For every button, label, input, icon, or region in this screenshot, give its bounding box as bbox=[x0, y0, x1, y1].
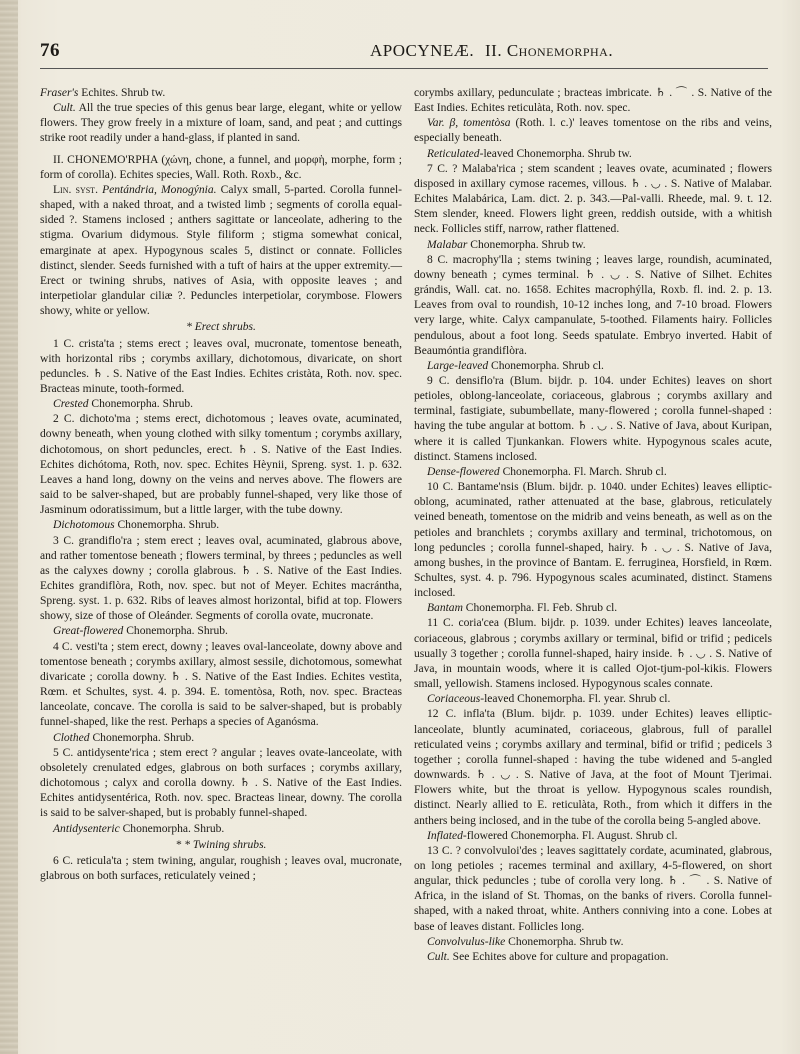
species-entry: 5 C. antidysente'rica ; stem erect ? angular ; leaves ovate-lanceolate, with obsoletely crenulated edges, glabrous on both surfaces ; corymbs axillary, dichotomous ; calyx and corolla downy. ♄ . S. Native of the East Indies. Echites antidysentérica, Roth. nov. spec. Bracteas linear, downy. The corolla is said to be salver-shaped, but is probably funnel-shaped. bbox=[40, 746, 402, 820]
species-entry: 13 C. ? convolvuloi'des ; leaves sagittately cordate, acuminated, glabrous, on long petioles ; racemes terminal and axillary, 4-5-flowered, on short angular, thick peduncles ; tube of corolla very long. ♄ . ⌒ . S. Native of Africa, in the island of St. Thomas, on the banks of rivers. Corolla funnel-shaped, with a naked throat, white. Anthers conniving into a cone. Lobes at base of leaves distant. Follicles long. bbox=[414, 844, 772, 933]
species-entry: 6 C. reticula'ta ; stem twining, angular, roughish ; leaves oval, mucronate, glabrous on both surfaces, reticulately veined ; bbox=[40, 854, 402, 882]
common-name: Great-flowered Chonemorpha. Shrub. bbox=[53, 625, 228, 638]
species-entry: 10 C. Bantame'nsis (Blum. bijdr. p. 1040. under Echites) leaves elliptic-oblong, acuminated, rather attenuated at the base, glabrous, reticulately veined beneath, tomentose on the midrib and veins beneath, as well as on the petioles and branchlets ; corymbs axillary and terminal, trichotomous, on long peduncles ; corolla funnel-shaped, hairy. ♄ . ◡ . S. Native of Java, among bushes, in the province of Bantam. E. ferruginea, Horsfield, in Rœm. Schultes, syst. 4. p. 796. Hypogynous scales acuminated, distinct. Stamens inclosed. bbox=[414, 481, 772, 600]
left-column bbox=[40, 86, 402, 884]
species-entry: 2 C. dichoto'ma ; stems erect, dichotomous ; leaves ovate, acuminated, downy beneath, when young clothed with silky tomentum ; corymbs axillary, dichotomous, on short peduncles, erect. ♄ . S. Native of the East Indies. Echites dichótoma, Roth, nov. spec. Echites Hèynii, Spreng. syst. 1. p. 632. Leaves a hand long, downy on the veins and nerves above. The flowers are said to be salver-shaped, but are probably funnel-shaped, very like those of Jasminum odoratissimum, but a little larger, with the tube downy. bbox=[40, 413, 402, 517]
species-entry: 7 C. ? Malaba'rica ; stem scandent ; leaves ovate, acuminated ; flowers disposed in axillary cymose racemes, villous. ♄ . ◡ . S. Native of Malabar. Echites Malabárica, Lam. dict. 2. p. 343.—Pal-valli. Rheede, mal. 9. t. 12. Stem slender, kneed. Flowers light green, reddish outside, with a whitish neck. Follicles stiff, narrow, rather flattened. bbox=[414, 162, 772, 236]
page-number: 76 bbox=[40, 40, 60, 61]
variety: Var. β, tomentòsa (Roth. l. c.)' leaves tomentose on the ribs and veins, especially beneath. bbox=[414, 117, 772, 145]
paragraph: Lin. syst. Pentándria, Monogýnia. Calyx small, 5-parted. Corolla funnel-shaped, with a naked throat, and a twisted limb ; segments of corolla equal-sided ?. Stamens inclosed ; anthers sagittate or lanceolate, adhering to the stigma. Ovarium didymous. Style filiform ; stigma somewhat conical, emarginate at apex. Hypogynous scales 5, distinct or connate. Follicles distinct, slender. Seeds furnished with a tuft of hairs at the upper extremity.—Erect or twining shrubs, natives of Asia, with opposite leaves ; and interpetiolar glandular ciliæ ?. Peduncles interpetiolar, corymbose. Flowers showy, white or yellow. bbox=[40, 183, 402, 318]
species-entry: 8 C. macrophy'lla ; stems twining ; leaves large, roundish, acuminated, downy beneath ; cymes terminal. ♄ . ◡ . S. Native of Silhet. Echites grándis, Wall. cat. no. 1658. Echites macrophýlla, Roxb. fl. ind. 2. p. 13. Leaves from oval to roundish, 10-12 inches long, and 7-10 broad. Flowers very large, white. Calyx campanulate, 5-toothed. Filaments hairy. Follicles pendulous, about a foot long. Seeds spatulate. Embryo inverted. Habit of Beaumóntia grandiflòra. bbox=[414, 253, 772, 357]
common-name: Large-leaved Chonemorpha. Shrub cl. bbox=[427, 359, 604, 372]
common-name: Clothed Chonemorpha. Shrub. bbox=[53, 731, 195, 744]
species-entry-continued: corymbs axillary, pedunculate ; bracteas imbricate. ♄ . ⌒ . S. Native of the East Indies. Echites reticulàta, Roth. nov. spec. bbox=[414, 87, 772, 115]
common-name: Dichotomous Chonemorpha. Shrub. bbox=[53, 519, 220, 532]
common-name: Convolvulus-like Chonemorpha. Shrub tw. bbox=[427, 935, 624, 948]
subsection-heading: * Erect shrubs. bbox=[186, 321, 256, 334]
common-name: Coriaceous-leaved Chonemorpha. Fl. year. Shrub cl. bbox=[427, 693, 671, 706]
header-rule bbox=[40, 68, 768, 69]
common-name: Bantam Chonemorpha. Fl. Feb. Shrub cl. bbox=[427, 602, 618, 615]
common-name: Malabar Chonemorpha. Shrub tw. bbox=[427, 238, 586, 251]
right-column bbox=[414, 86, 772, 965]
common-name: Inflated-flowered Chonemorpha. Fl. August. Shrub cl. bbox=[427, 829, 678, 842]
common-name: Crested Chonemorpha. Shrub. bbox=[53, 398, 194, 411]
species-entry: 3 C. grandiflo'ra ; stem erect ; leaves oval, acuminated, glabrous above, and rather tomentose beneath ; flowers terminal, by threes ; peduncles as well as the calyxes downy ; corolla glabrous. ♄ . S. Native of the East Indies. Echites grandiflòra, Roth, nov. spec. but not of Meyer. Echites macrántha, Spreng. syst. 1. p. 632. Ribs of leaves almost horizontal, bifid at top. Flowers showy, size of those of Oleánder. Segments of corolla ovate, mucronate. bbox=[40, 534, 402, 623]
paragraph: Fraser's Echites. Shrub tw. bbox=[40, 87, 166, 99]
common-name: Reticulated-leaved Chonemorpha. Shrub tw. bbox=[427, 147, 632, 160]
common-name: Antidysenteric Chonemorpha. Shrub. bbox=[53, 822, 225, 835]
subsection-heading: * * Twining shrubs. bbox=[175, 838, 267, 851]
common-name: Dense-flowered Chonemorpha. Fl. March. Shrub cl. bbox=[427, 465, 667, 478]
species-entry: 11 C. coria'cea (Blum. bijdr. p. 1039. under Echites) leaves lanceolate, coriaceous, glabrous ; corymbs axillary or terminal, bifid or trifid ; pedicels usually 3 together ; corolla funnel-shaped, hairy inside. ♄ . ◡ . S. Native of Java, in mountain woods, where it is called Ojot-tjum-pol-kikis. Flowers small, yellowish. Stamens inclosed. Hypogynous scales connate. bbox=[414, 617, 772, 691]
genus-heading: II. CHONEMO'RPHA (χώνη, chone, a funnel, and μορφὴ, morphe, form ; form of corolla). Echites species, Wall. Roth. Roxb., &c. bbox=[40, 153, 402, 181]
culture-note: Cult. See Echites above for culture and propagation. bbox=[427, 950, 669, 963]
species-entry: 4 C. vesti'ta ; stem erect, downy ; leaves oval-lanceolate, downy above and tomentose beneath ; corymbs axillary, almost sessile, dichotomous, somewhat divaricate ; corolla downy. ♄ . S. Native of the East Indies. Echites vestìta, Rœm. et Schultes, syst. 4. p. 394. E. tomentòsa, Roth, nov. spec. Bracteas lanceolate, concave. The corolla is said to be salver-shaped, but is probably funnel-shaped, like the rest. Perhaps a species of Aganósma. bbox=[40, 640, 402, 729]
species-entry: 1 C. crista'ta ; stems erect ; leaves oval, mucronate, tomentose beneath, with horizontal ribs ; corymbs axillary, dichotomous, divaricate, on short peduncles. ♄ . S. Native of the East Indies. Echites cristàta, Roth. nov. spec. Bracteas minute, tooth-formed. bbox=[40, 337, 402, 395]
running-header bbox=[40, 40, 768, 66]
paragraph: Cult. All the true species of this genus bear large, elegant, white or yellow flowers. They grow freely in a mixture of loam, sand, and peat ; and cuttings strike root readily under a hand-glass, if planted in sand. bbox=[40, 102, 402, 145]
section-title: II. Chonemorpha. bbox=[485, 41, 614, 60]
binding-edge bbox=[0, 0, 18, 1054]
family-title: APOCYNEÆ. bbox=[370, 41, 475, 60]
species-entry: 9 C. densiflo'ra (Blum. bijdr. p. 104. under Echites) leaves on short petioles, oblong-lanceolate, coriaceous, glabrous ; corymbs axillary and terminal, fastigiate, subumbellate, many-flowered ; corolla funnel-shaped : having the tube angular at bottom. ♄ . ◡ . S. Native of Java, about Kuripan, where it is called Tjunkankan. Flowers white. Hypogynous scales acute, distinct. Stamens inclosed. bbox=[414, 374, 772, 463]
species-entry: 12 C. infla'ta (Blum. bijdr. p. 1039. under Echites) leaves elliptic-lanceolate, bluntly acuminated, coriaceous, glabrous, full of parallel reticulated veins ; corymbs axillary and terminal, bifid or trifid ; pedicels 3 together ; corolla funnel-shaped : having the tube widened and 5-angled downwards. ♄ . ◡ . S. Native of Java, at the foot of Mount Tjerimai. Flowers white, but the throat is yellow. Hypogynous scales roundish, distinct. Nearly allied to E. reticulàta, Roth., from which it differs in the anthers being inclosed, and in the tube of the corolla being 5-angled above. bbox=[414, 708, 772, 827]
